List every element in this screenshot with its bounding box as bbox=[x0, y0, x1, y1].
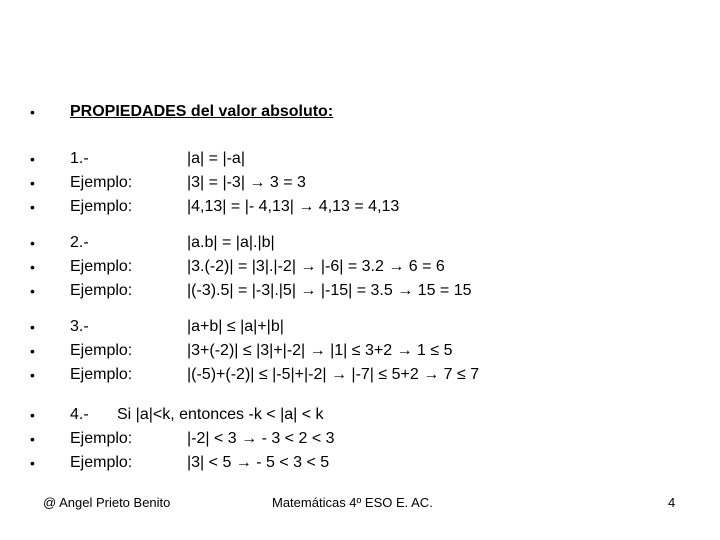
slide-heading: PROPIEDADES del valor absoluto: bbox=[70, 103, 334, 120]
footer-author: @ Angel Prieto Benito bbox=[43, 495, 171, 510]
row-label: Ejemplo: bbox=[70, 366, 133, 383]
bullet: • bbox=[30, 259, 35, 275]
row-label: Ejemplo: bbox=[70, 454, 133, 471]
page-number: 4 bbox=[668, 495, 676, 510]
footer-course: Matemáticas 4º ESO E. AC. bbox=[272, 495, 433, 510]
row-value: |a.b| = |a|.|b| bbox=[187, 234, 275, 251]
row-value: |a| = |-a| bbox=[187, 150, 245, 167]
row-label: 2.- bbox=[70, 234, 89, 251]
row-label: Ejemplo: bbox=[70, 282, 133, 299]
row-value: |(-5)+(-2)| ≤ |-5|+|-2| → |-7| ≤ 5+2 → 7 ≤ 7 bbox=[187, 366, 480, 383]
row-value: |3| = |-3| → 3 = 3 bbox=[187, 174, 306, 191]
row-value: |a+b| ≤ |a|+|b| bbox=[187, 318, 284, 335]
bullet: • bbox=[30, 283, 35, 299]
row-value: |4,13| = |- 4,13| → 4,13 = 4,13 bbox=[187, 198, 400, 215]
bullet: • bbox=[30, 175, 35, 191]
row-label: 3.- bbox=[70, 318, 89, 335]
row-value: |3+(-2)| ≤ |3|+|-2| → |1| ≤ 3+2 → 1 ≤ 5 bbox=[187, 342, 453, 359]
row-label: Ejemplo: bbox=[70, 198, 133, 215]
bullet: • bbox=[30, 343, 35, 359]
row-value: |3.(-2)| = |3|.|-2| → |-6| = 3.2 → 6 = 6 bbox=[187, 258, 445, 275]
bullet: • bbox=[30, 431, 35, 447]
bullet: • bbox=[30, 407, 35, 423]
row-value: Si |a|<k, entonces -k < |a| < k bbox=[117, 406, 324, 423]
bullet: • bbox=[30, 367, 35, 383]
row-label: Ejemplo: bbox=[70, 258, 133, 275]
row-label: Ejemplo: bbox=[70, 430, 133, 447]
row-label: Ejemplo: bbox=[70, 342, 133, 359]
bullet: • bbox=[30, 319, 35, 335]
row-value: |(-3).5| = |-3|.|5| → |-15| = 3.5 → 15 = 15 bbox=[187, 282, 472, 299]
bullet: • bbox=[30, 104, 35, 120]
bullet: • bbox=[30, 455, 35, 471]
row-value: |-2| < 3 → - 3 < 2 < 3 bbox=[187, 430, 335, 447]
bullet: • bbox=[30, 235, 35, 251]
bullet: • bbox=[30, 151, 35, 167]
row-value: |3| < 5 → - 5 < 3 < 5 bbox=[187, 454, 330, 471]
bullet: • bbox=[30, 199, 35, 215]
row-label: 4.- bbox=[70, 406, 89, 423]
row-label: 1.- bbox=[70, 150, 89, 167]
row-label: Ejemplo: bbox=[70, 174, 133, 191]
